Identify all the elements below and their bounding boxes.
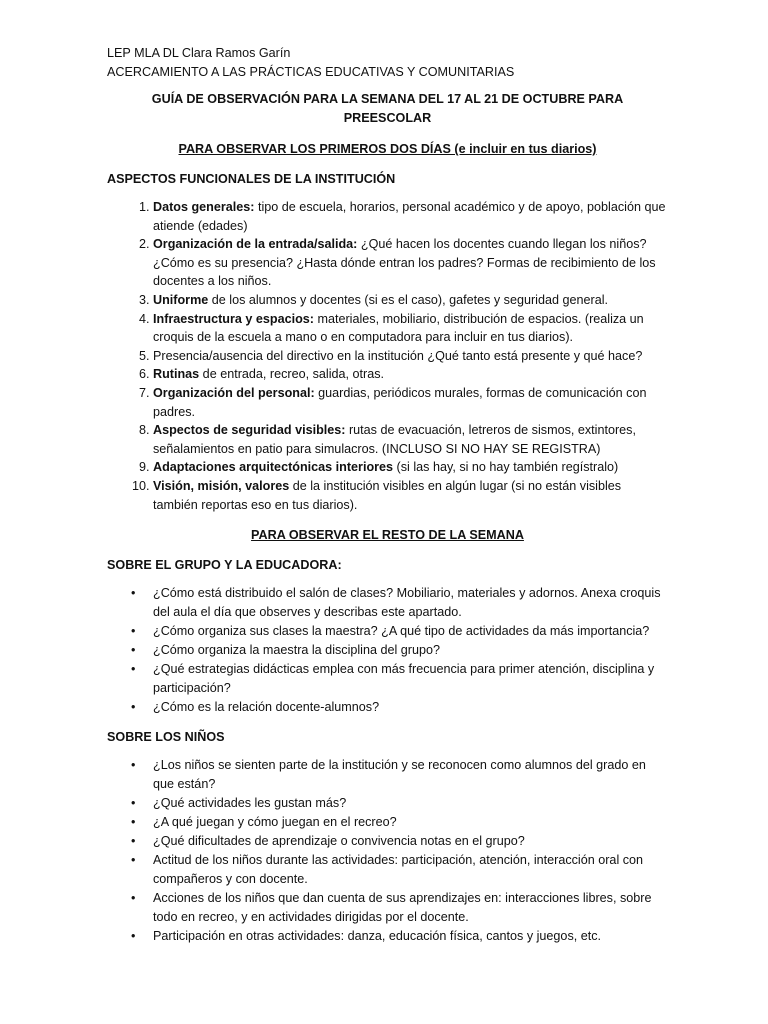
section-group-and-teacher: SOBRE EL GRUPO Y LA EDUCADORA: — [107, 558, 342, 573]
list-item — [153, 235, 668, 291]
list-item — [131, 698, 668, 717]
functional-aspects-list — [107, 198, 668, 514]
item-text: ¿Qué hacen los docentes cuando llegan los niños? ¿Cómo es su presencia? ¿Hasta dónde entran los padres? Formas de recibimiento de los docentes a los niños. — [153, 237, 656, 289]
item-label: Rutinas — [153, 367, 200, 382]
list-item — [153, 291, 668, 310]
item-text: ¿Qué dificultades de aprendizaje o convivencia notas en el grupo? — [153, 834, 525, 849]
bullet-icon: • — [131, 661, 136, 676]
item-label: Infraestructura y espacios: — [153, 311, 314, 326]
list-item — [131, 794, 668, 813]
item-text: ¿Qué actividades les gustan más? — [153, 795, 347, 810]
list-item — [153, 347, 668, 366]
bullet-icon: • — [131, 642, 136, 657]
children-list — [107, 756, 668, 945]
list-item — [131, 641, 668, 660]
bullet-icon: • — [131, 699, 136, 714]
bullet-icon: • — [131, 586, 136, 601]
item-text: materiales, mobiliario, distribución de espacios. (realiza un croquis de la escuela a mano o en computadora para incluir en tus diarios). — [153, 311, 644, 345]
list-item — [153, 310, 668, 347]
bullet-icon: • — [131, 623, 136, 638]
item-text: tipo de escuela, horarios, personal académico y de apoyo, población que atiende (edades) — [153, 200, 666, 233]
list-item — [153, 458, 668, 477]
item-text: rutas de evacuación, letreros de sismos, extintores, señalamientos en patio para simulacros. (INCLUSO SI NO HAY SE REGISTRA) — [153, 423, 636, 456]
bullet-icon: • — [131, 834, 136, 849]
item-label: Visión, misión, valores — [153, 478, 290, 493]
list-item — [131, 832, 668, 851]
list-item — [153, 421, 668, 458]
item-text: ¿Cómo organiza la maestra la disciplina del grupo? — [153, 642, 441, 657]
item-text: ¿Cómo organiza sus clases la maestra? ¿A qué tipo de actividades da más importancia? — [153, 623, 650, 638]
item-text: de los alumnos y docentes (si es el caso), gafetes y seguridad general. — [208, 292, 609, 307]
item-text: Presencia/ausencia del directivo en la institución ¿Qué tanto está presente y qué hace? — [153, 348, 643, 363]
item-label: Aspectos de seguridad visibles: — [153, 423, 346, 438]
item-text: Acciones de los niños que dan cuenta de sus aprendizajes en: interacciones libres, sobre todo en recreo, y en actividades dirigidas por el docente. — [153, 890, 652, 924]
list-item — [153, 365, 668, 384]
item-text: ¿Qué estrategias didácticas emplea con más frecuencia para primer atención, disciplina y participación? — [153, 661, 655, 695]
list-item — [131, 889, 668, 926]
item-label: Uniforme — [153, 292, 209, 307]
item-label: Organización de la entrada/salida: — [153, 237, 358, 252]
item-text: Participación en otras actividades: danza, educación física, cantos y juegos, etc. — [153, 928, 602, 943]
item-label: Adaptaciones arquitectónicas interiores — [153, 460, 394, 475]
list-item — [153, 384, 668, 421]
list-item — [153, 477, 668, 514]
list-item — [131, 660, 668, 697]
bullet-icon: • — [131, 890, 136, 905]
item-text: Actitud de los niños durante las actividades: participación, atención, interacción oral con compañeros y con docente. — [153, 853, 644, 886]
list-item — [131, 622, 668, 641]
list-item — [153, 198, 668, 235]
bullet-icon: • — [131, 758, 136, 773]
subtitle-rest-of-week: PARA OBSERVAR EL RESTO DE LA SEMANA — [251, 528, 524, 543]
list-item — [131, 927, 668, 946]
bullet-icon: • — [131, 928, 136, 943]
list-item — [131, 584, 668, 621]
course-line: ACERCAMIENTO A LAS PRÁCTICAS EDUCATIVAS Y COMUNITARIAS — [107, 65, 515, 79]
section-functional-aspects: ASPECTOS FUNCIONALES DE LA INSTITUCIÓN — [107, 172, 396, 186]
list-item — [131, 851, 668, 888]
item-text: de entrada, recreo, salida, otras. — [199, 367, 384, 382]
author-line: LEP MLA DL Clara Ramos Garín — [107, 46, 291, 60]
item-text: ¿A qué juegan y cómo juegan en el recreo? — [153, 815, 397, 830]
bullet-icon: • — [131, 853, 136, 868]
bullet-icon: • — [131, 815, 136, 830]
item-text: de la institución visibles en algún lugar (si no están visibles también reportas eso en tus diarios). — [153, 478, 622, 512]
document-title: GUÍA DE OBSERVACIÓN PARA LA SEMANA DEL 17 AL 21 DE OCTUBRE PARA PREESCOLAR — [151, 92, 624, 125]
section-children: SOBRE LOS NIÑOS — [107, 730, 225, 745]
item-text: ¿Cómo es la relación docente-alumnos? — [153, 699, 380, 714]
group-teacher-list — [107, 584, 668, 716]
bullet-icon: • — [131, 795, 136, 810]
item-text: guardias, periódicos murales, formas de comunicación con padres. — [153, 385, 647, 419]
list-item — [131, 756, 668, 793]
subtitle-first-days: PARA OBSERVAR LOS PRIMEROS DOS DÍAS (e incluir en tus diarios) — [178, 142, 597, 156]
item-label: Organización del personal: — [153, 385, 315, 400]
item-text: ¿Los niños se sienten parte de la institución y se reconocen como alumnos del grado en que están? — [153, 758, 646, 791]
list-item — [131, 813, 668, 832]
item-text: (si las hay, si no hay también regístralo) — [393, 460, 619, 475]
item-label: Datos generales: — [153, 200, 255, 214]
item-text: ¿Cómo está distribuido el salón de clases? Mobiliario, materiales y adornos. Anexa croquis del aula el día que observes y describas este apartado. — [153, 586, 661, 619]
